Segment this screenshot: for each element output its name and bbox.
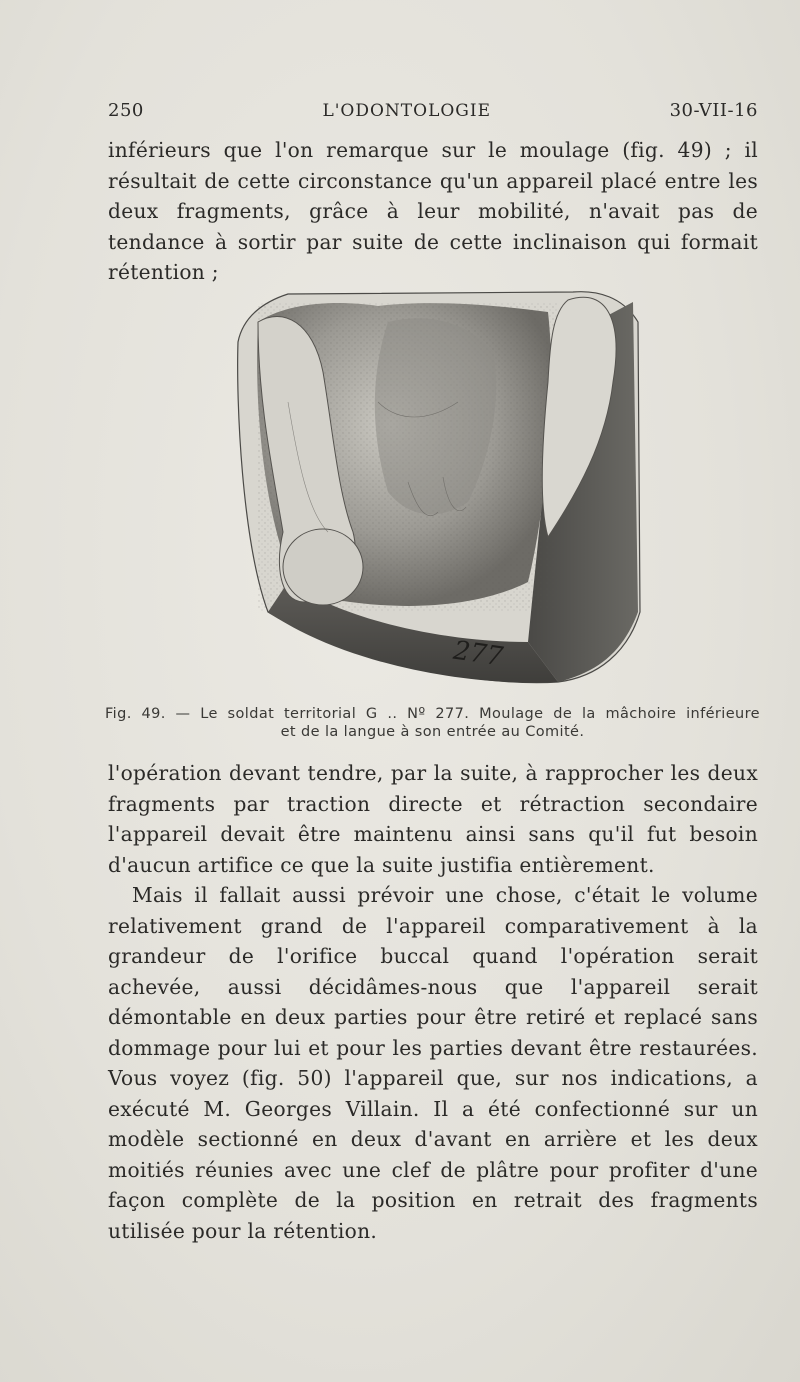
figure-caption (105, 705, 760, 741)
tongue-tip (283, 529, 363, 605)
caption-line-1: Fig. 49. — Le soldat territorial G .. Nº 277. Moulage de la mâchoire inférieure (105, 706, 760, 722)
page-number: 250 (108, 100, 144, 121)
cast-number: 277 (451, 635, 505, 673)
figure-49-illustration (228, 282, 648, 698)
text-block-bottom (108, 758, 758, 1246)
text-block-top (108, 135, 758, 288)
running-head (108, 100, 758, 121)
jaw-cast-drawing (228, 282, 648, 698)
paragraph: Mais il fallait aussi prévoir une chose, c'était le volume relativement grand de l'appareil comparativement à la grandeur de l'orifice buccal quand l'opération serait achevée, aussi décidâmes-nous que l'appareil serait démontable en deux parties pour être retiré et replacé sans dommage pour lui et pour les parties devant être restaurées. Vous voyez (fig. 50) l'appareil que, sur nos indications, a exécuté M. Georges Villain. Il a été confectionné sur un modèle sectionné en deux d'avant en arrière et les deux moitiés réunies avec une clef de plâtre pour profiter d'une façon complète de la position en retrait des fragments utilisée pour la rétention. (108, 883, 758, 1243)
paragraph: inférieurs que l'on remarque sur le moulage (fig. 49) ; il résultait de cette circonstance qu'un appareil placé entre les deux fragments, grâce à leur mobilité, n'avait pas de tendance à sortir par suite de cette inclinaison qui formait rétention ; (108, 138, 758, 284)
journal-title: L'ODONTOLOGIE (322, 101, 492, 121)
issue-date: 30-VII-16 (669, 100, 758, 121)
caption-line-2: et de la langue à son entrée au Comité. (280, 724, 585, 740)
paragraph: l'opération devant tendre, par la suite, à rapprocher les deux fragments par traction directe et rétraction secondaire l'appareil devait être maintenu ainsi sans qu'il fut besoin d'aucun artifice ce que la suite justifia entièrement. (108, 761, 758, 877)
